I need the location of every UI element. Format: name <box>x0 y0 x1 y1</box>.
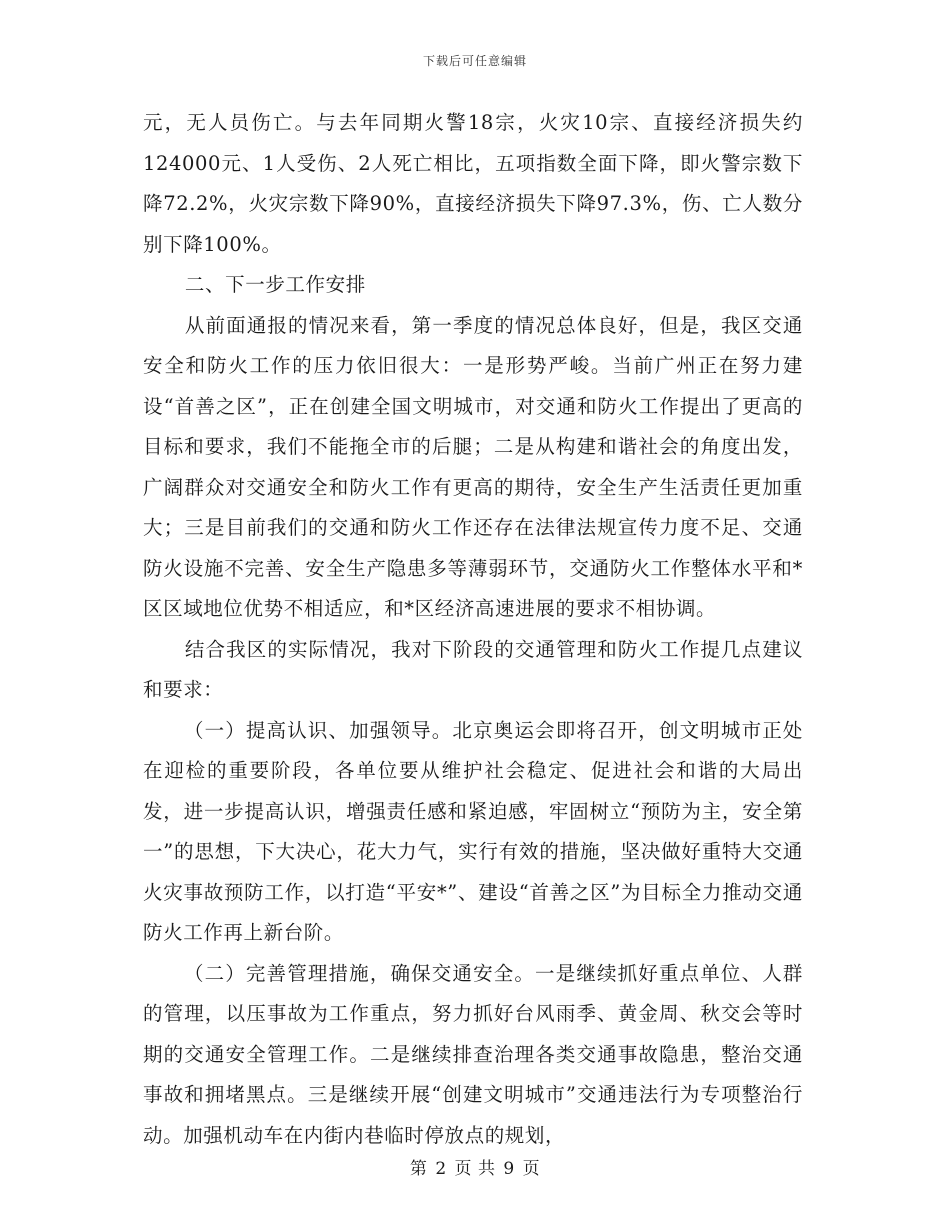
paragraph-item-2: （二）完善管理措施，确保交通安全。一是继续抓好重点单位、人群的管理，以压事故为工作重点，努力抓好台风雨季、黄金周、秋交会等时期的交通安全管理工作。二是继续排查治理各类交通事故隐患，整治交通事故和拥堵黑点。三是继续开展“创建文明城市”交通违法行为专项整治行动。加强机动车在内街内巷临时停放点的规划， <box>143 961 803 1147</box>
page-header-note: 下载后可任意编辑 <box>422 54 527 68</box>
page-total-number: 9 <box>503 1159 515 1179</box>
page-mid-text: 页 共 <box>454 1159 496 1179</box>
paragraph-continuation: 元，无人员伤亡。与去年同期火警18宗，火灾10宗、直接经济损失约124000元、1人受伤、2人死亡相比，五项指数全面下降，即火警宗数下降72.2%，火灾宗数下降90%，直接经济损失下降97.3%，伤、亡人数分别下降100%。 <box>143 111 803 256</box>
paragraph-situation: 从前面通报的情况来看，第一季度的情况总体良好，但是，我区交通安全和防火工作的压力依旧很大：一是形势严峻。当前广州正在努力建设“首善之区”，正在创建全国文明城市，对交通和防火工作提出了更高的目标和要求，我们不能拖全市的后腿；二是从构建和谐社会的角度出发，广阔群众对交通安全和防火工作有更高的期待，安全生产生活责任更加重大；三是目前我们的交通和防火工作还存在法律法规宣传力度不足、交通防火设施不完善、安全生产隐患多等薄弱环节，交通防火工作整体水平和*区区域地位优势不相适应，和*区经济高速进展的要求不相协调。 <box>143 313 803 620</box>
page-suffix: 页 <box>522 1159 541 1179</box>
paragraph-requirements-intro: 结合我区的实际情况，我对下阶段的交通管理和防火工作提几点建议和要求： <box>143 637 803 701</box>
document-body <box>143 103 803 1156</box>
page-prefix: 第 <box>409 1159 428 1179</box>
page-footer <box>0 1154 950 1179</box>
page-current-number: 2 <box>435 1159 447 1179</box>
paragraph-item-1: （一）提高认识、加强领导。北京奥运会即将召开，创文明城市正处在迎检的重要阶段，各单位要从维护社会稳定、促进社会和谐的大局出发，进一步提高认识，增强责任感和紧迫感，牢固树立“预防为主，安全第一”的思想，下大决心，花大力气，实行有效的措施，坚决做好重特大交通火灾事故预防工作，以打造“平安*”、建设“首善之区”为目标全力推动交通防火工作再上新台阶。 <box>143 718 803 944</box>
section-heading: 二、下一步工作安排 <box>184 273 366 296</box>
